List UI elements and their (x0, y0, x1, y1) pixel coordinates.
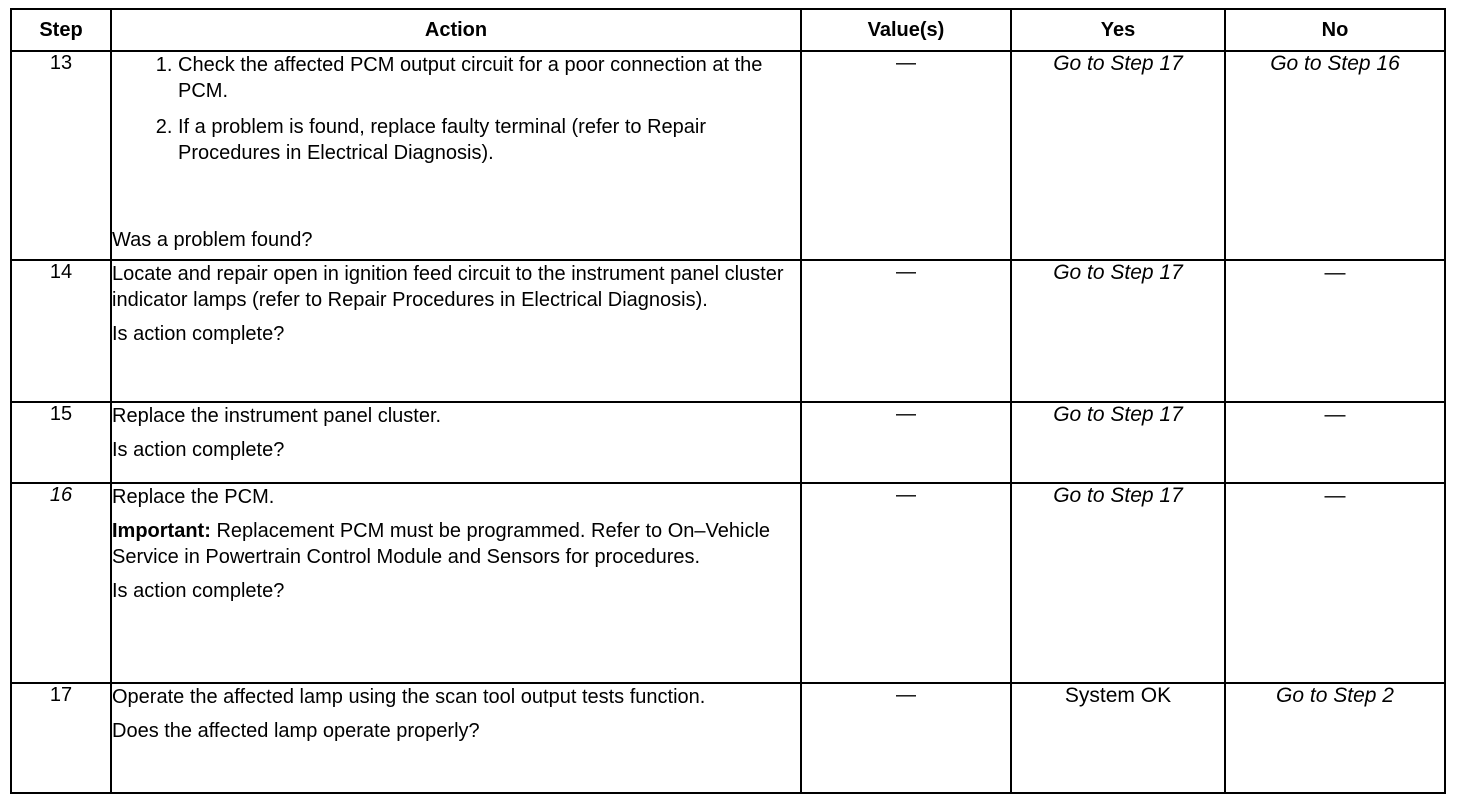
yes-cell: Go to Step 17 (1011, 260, 1225, 402)
important-text: Replacement PCM must be programmed. Refer to On–Vehicle Service in Powertrain Control Module and Sensors for procedures. (112, 520, 771, 568)
important-label: Important: (112, 520, 211, 542)
table-row-step-17 (11, 683, 1445, 793)
action-cell (111, 260, 801, 402)
table-row-step-13 (11, 51, 1445, 260)
yes-cell: Go to Step 17 (1011, 51, 1225, 260)
table-row-step-14 (11, 260, 1445, 402)
no-cell: Go to Step 2 (1225, 683, 1445, 793)
action-question: Is action complete? (112, 323, 285, 345)
no-cell: — (1225, 402, 1445, 483)
value-cell: — (801, 483, 1011, 683)
no-cell: — (1225, 260, 1445, 402)
step-number: 14 (11, 260, 111, 402)
table-row-step-16 (11, 483, 1445, 683)
value-cell: — (801, 260, 1011, 402)
yes-cell: Go to Step 17 (1011, 402, 1225, 483)
action-cell (111, 51, 801, 260)
action-step-item: 2. If a problem is found, replace faulty terminal (refer to Repair Procedures in Electrical Diagnosis). (178, 114, 800, 166)
no-cell: — (1225, 483, 1445, 683)
action-cell (111, 483, 801, 683)
header-yes: Yes (1011, 9, 1225, 51)
header-action: Action (111, 9, 801, 51)
table-row-step-15 (11, 402, 1445, 483)
value-cell: — (801, 51, 1011, 260)
value-cell: — (801, 683, 1011, 793)
header-values: Value(s) (801, 9, 1011, 51)
action-text: Operate the affected lamp using the scan tool output tests function. (112, 686, 706, 708)
action-step-item: 1. Check the affected PCM output circuit for a poor connection at the PCM. (178, 52, 800, 104)
action-cell (111, 683, 801, 793)
no-cell: Go to Step 16 (1225, 51, 1445, 260)
step-number: 17 (11, 683, 111, 793)
step-number: 15 (11, 402, 111, 483)
action-text: Replace the instrument panel cluster. (112, 405, 442, 427)
header-no: No (1225, 9, 1445, 51)
action-question: Does the affected lamp operate properly? (112, 720, 480, 742)
yes-cell: System OK (1011, 683, 1225, 793)
diagnostic-table (10, 8, 1446, 794)
action-question: Was a problem found? (112, 229, 313, 251)
action-text: Locate and repair open in ignition feed circuit to the instrument panel cluster indicator lamps (refer to Repair Procedures in Electrical Diagnosis). (112, 263, 784, 311)
action-cell (111, 402, 801, 483)
step-number: 16 (11, 483, 111, 683)
header-row (11, 9, 1445, 51)
yes-cell: Go to Step 17 (1011, 483, 1225, 683)
header-step: Step (11, 9, 111, 51)
action-question: Is action complete? (112, 580, 285, 602)
action-steps (112, 52, 800, 176)
step-number: 13 (11, 51, 111, 260)
action-question: Is action complete? (112, 439, 285, 461)
action-text: Replace the PCM. (112, 486, 275, 508)
value-cell: — (801, 402, 1011, 483)
important-note (112, 518, 800, 570)
